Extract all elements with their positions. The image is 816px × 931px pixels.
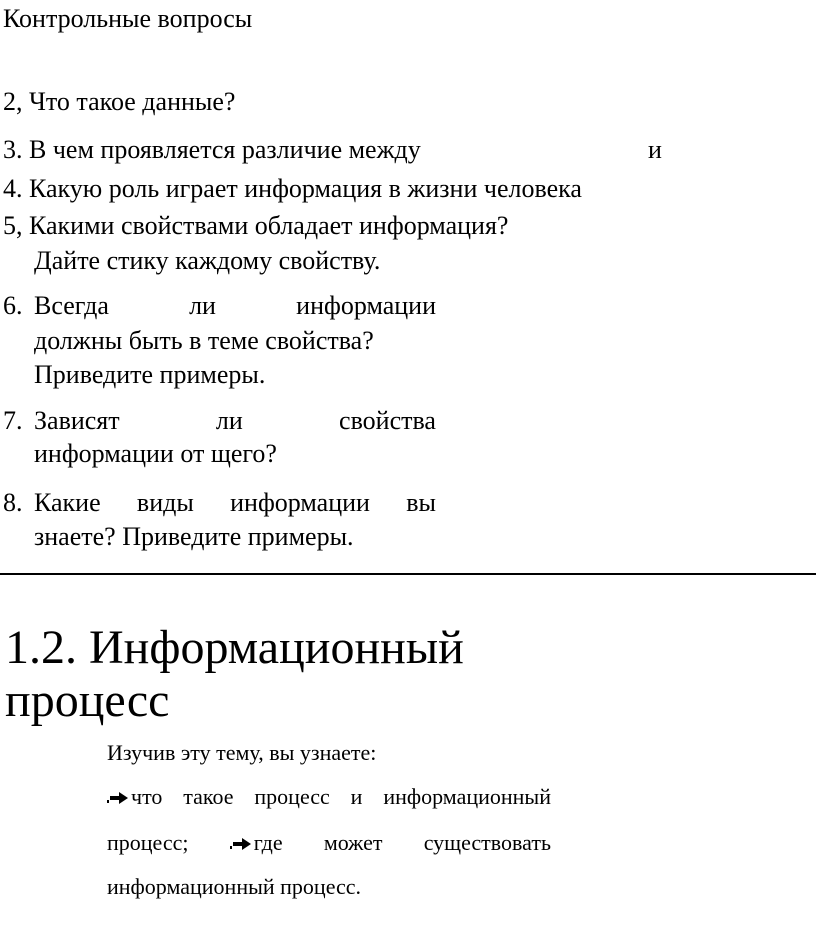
- question-8-line-1: [34, 487, 436, 519]
- bullet-word: процесс: [254, 784, 330, 809]
- question-6-word: информации: [296, 291, 436, 320]
- bullet-word: процесс;: [107, 830, 189, 855]
- question-8-word: информации: [230, 488, 370, 517]
- question-3-start: 3. В чем проявляется различие между: [3, 135, 421, 164]
- page-heading: Контрольные вопросы: [3, 4, 253, 33]
- arrow-right-icon: [107, 784, 129, 798]
- bullet-line-3: информационный процесс.: [107, 874, 362, 899]
- bullet-line-1: [107, 783, 551, 811]
- question-7-line-1: [34, 405, 436, 437]
- question-6-line-1: [34, 290, 436, 322]
- question-6-line-3: Приведите примеры.: [34, 360, 266, 389]
- question-8-word: Какие: [34, 488, 101, 517]
- question-4: 4. Какую роль играет информация в жизни человека: [3, 174, 582, 203]
- question-8-number: 8.: [3, 488, 23, 517]
- question-7-line-2: информации от щего?: [34, 439, 277, 468]
- bullet-word: где: [253, 830, 283, 855]
- bullet-word: информационный: [383, 784, 551, 809]
- section-intro: Изучив эту тему, вы узнаете:: [107, 740, 377, 765]
- bullet-word-with-icon: [107, 783, 162, 811]
- bullet-word: такое: [183, 784, 234, 809]
- section-divider: [0, 573, 816, 575]
- question-8-line-2: знаете? Приведите примеры.: [34, 522, 354, 551]
- bullet-word: что: [131, 784, 163, 809]
- question-8-word: вы: [406, 488, 436, 517]
- bullet-word: существовать: [423, 830, 551, 855]
- bullet-word: и: [350, 784, 363, 809]
- question-7-word: ли: [215, 406, 243, 435]
- bullet-line-2: [107, 829, 551, 857]
- bullet-word-with-icon: [230, 829, 283, 857]
- question-6-word: ли: [189, 291, 216, 320]
- question-7-word: Зависят: [34, 406, 120, 435]
- bullet-word: может: [323, 830, 383, 855]
- question-7-word: свойства: [339, 406, 436, 435]
- section-title-line-2: процесс: [5, 674, 170, 727]
- arrow-right-icon: [230, 830, 252, 844]
- question-7-number: 7.: [3, 406, 23, 435]
- question-6-line-2: должны быть в теме свойства?: [34, 326, 374, 355]
- question-2: 2, Что такое данные?: [3, 87, 236, 116]
- question-6-number: 6.: [3, 291, 23, 320]
- question-5-line-1: 5, Какими свойствами обладает информация?: [3, 211, 509, 240]
- question-3-end: и: [648, 135, 662, 164]
- question-8-word: виды: [136, 488, 194, 517]
- section-title-line-1: 1.2. Информационный: [5, 621, 464, 674]
- question-6-word: Всегда: [34, 291, 109, 320]
- question-5-line-2: Дайте стику каждому свойству.: [34, 246, 381, 275]
